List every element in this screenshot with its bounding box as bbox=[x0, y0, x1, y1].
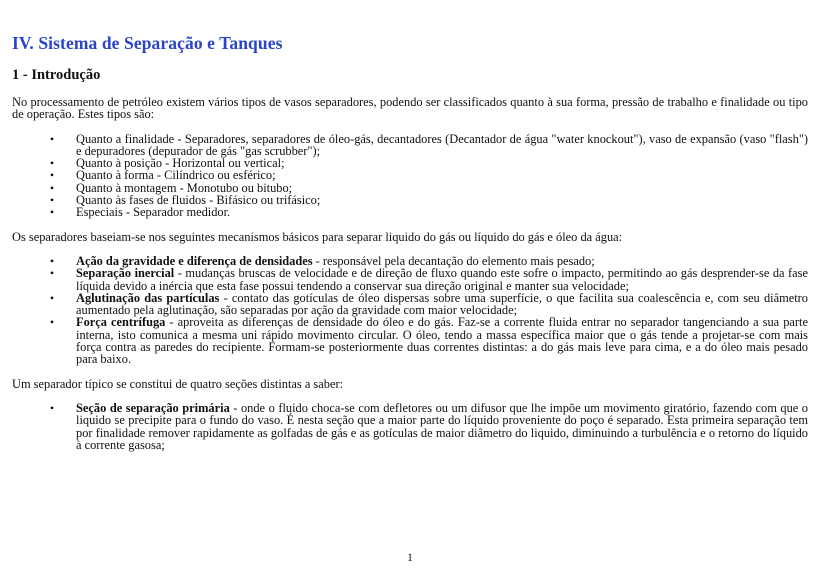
list-item: • Especiais - Separador medidor. bbox=[76, 206, 808, 218]
bullet-icon: • bbox=[49, 266, 55, 281]
term: Força centrífuga bbox=[76, 315, 166, 330]
bullet-icon: • bbox=[49, 400, 55, 415]
list-item: • Força centrífuga - aproveita as diferenças de densidade do óleo e do gás. Faz-se a corrente fluida entrar no separador tangenciando a sua parte interna, isto comunica a mesma uni rápido movimento circular. O óleo, tendo a massa específica maior que o gás tende a projetar-se com mais força contra as paredes do recipiente. Formam-se posteriormente duas correntes distintas: a do gás mais leve para cima, e a do óleo mais pesado para baixo. bbox=[76, 316, 808, 365]
term: Aglutinação das partículas bbox=[76, 290, 220, 305]
bullet-icon: • bbox=[49, 253, 55, 268]
list-item: • Ação da gravidade e diferença de densidades - responsável pela decantação do elemento mais pesado; bbox=[76, 255, 808, 267]
section-heading: 1 - Introdução bbox=[12, 67, 101, 83]
bullet-icon: • bbox=[49, 180, 55, 195]
sections-intro: Um separador típico se constitui de quatro seções distintas a saber: bbox=[12, 376, 344, 391]
mechanisms-intro: Os separadores baseiam-se nos seguintes mecanismos básicos para separar liquido do gás ou líquido do gás e óleo da água: bbox=[12, 229, 623, 244]
page-number: 1 bbox=[407, 552, 413, 564]
bullet-icon: • bbox=[49, 205, 55, 220]
intro-paragraph: No processamento de petróleo existem vários tipos de vasos separadores, podendo ser classificados quanto à sua forma, pressão de trabalho e finalidade ou tipo de operação. Estes tipos são: bbox=[12, 95, 808, 122]
sections-list bbox=[12, 402, 808, 451]
list-item: • Separação inercial - mudanças bruscas de velocidade e de direção de fluxo quando este sofre o impacto, permitindo ao gás desprender-se da fase líquida devido a inércia que esta fase possui tendendo a conservar sua direção original e manter sua velocidade; bbox=[76, 267, 808, 292]
chapter-title: IV. Sistema de Separação e Tanques bbox=[12, 33, 283, 53]
list-item: • Quanto às fases de fluidos - Bifásico ou trifásico; bbox=[76, 194, 808, 206]
bullet-icon: • bbox=[49, 168, 55, 183]
list-item: • Seção de separação primária - onde o fluido choca-se com defletores ou um difusor que lhe impõe um movimento giratório, fazendo com que o liquido se precipite para o fundo do vaso. É nesta seção que a maior parte do líquido proveniente do poço é separado. Esta primeira separação tem por finalidade remover rapidamente as golfadas de gás e as gotículas de maior diâmetro do liquido, diminuindo a turbulência e o retorno do líquido à corrente gasosa; bbox=[76, 402, 808, 451]
bullet-icon: • bbox=[49, 193, 55, 208]
list-item: • Quanto à forma - Cilíndrico ou esférico; bbox=[76, 169, 808, 181]
term: Ação da gravidade e diferença de densidades bbox=[76, 253, 313, 268]
list-item: • Aglutinação das partículas - contato das gotículas de óleo dispersas sobre uma superfície, o que facilita sua coalescência e, com seu diâmetro aumentado pela aglutinação, são separadas por ação da gravidade com maior velocidade; bbox=[76, 292, 808, 317]
bullet-icon: • bbox=[49, 290, 55, 305]
term: Seção de separação primária bbox=[76, 400, 230, 415]
mechanisms-list bbox=[12, 255, 808, 366]
bullet-icon: • bbox=[49, 131, 55, 146]
bullet-icon: • bbox=[49, 156, 55, 171]
types-list bbox=[12, 133, 808, 219]
list-item: • Quanto a finalidade - Separadores, separadores de óleo-gás, decantadores (Decantador de água "water knockout"), vaso de expansão (vaso "flash") e depuradores (depurador de gás "gas scrubber"); bbox=[76, 133, 808, 158]
list-item: • Quanto à montagem - Monotubo ou bitubo; bbox=[76, 182, 808, 194]
term: Separação inercial bbox=[76, 266, 175, 281]
list-item: • Quanto à posição - Horizontal ou vertical; bbox=[76, 157, 808, 169]
bullet-icon: • bbox=[49, 315, 55, 330]
